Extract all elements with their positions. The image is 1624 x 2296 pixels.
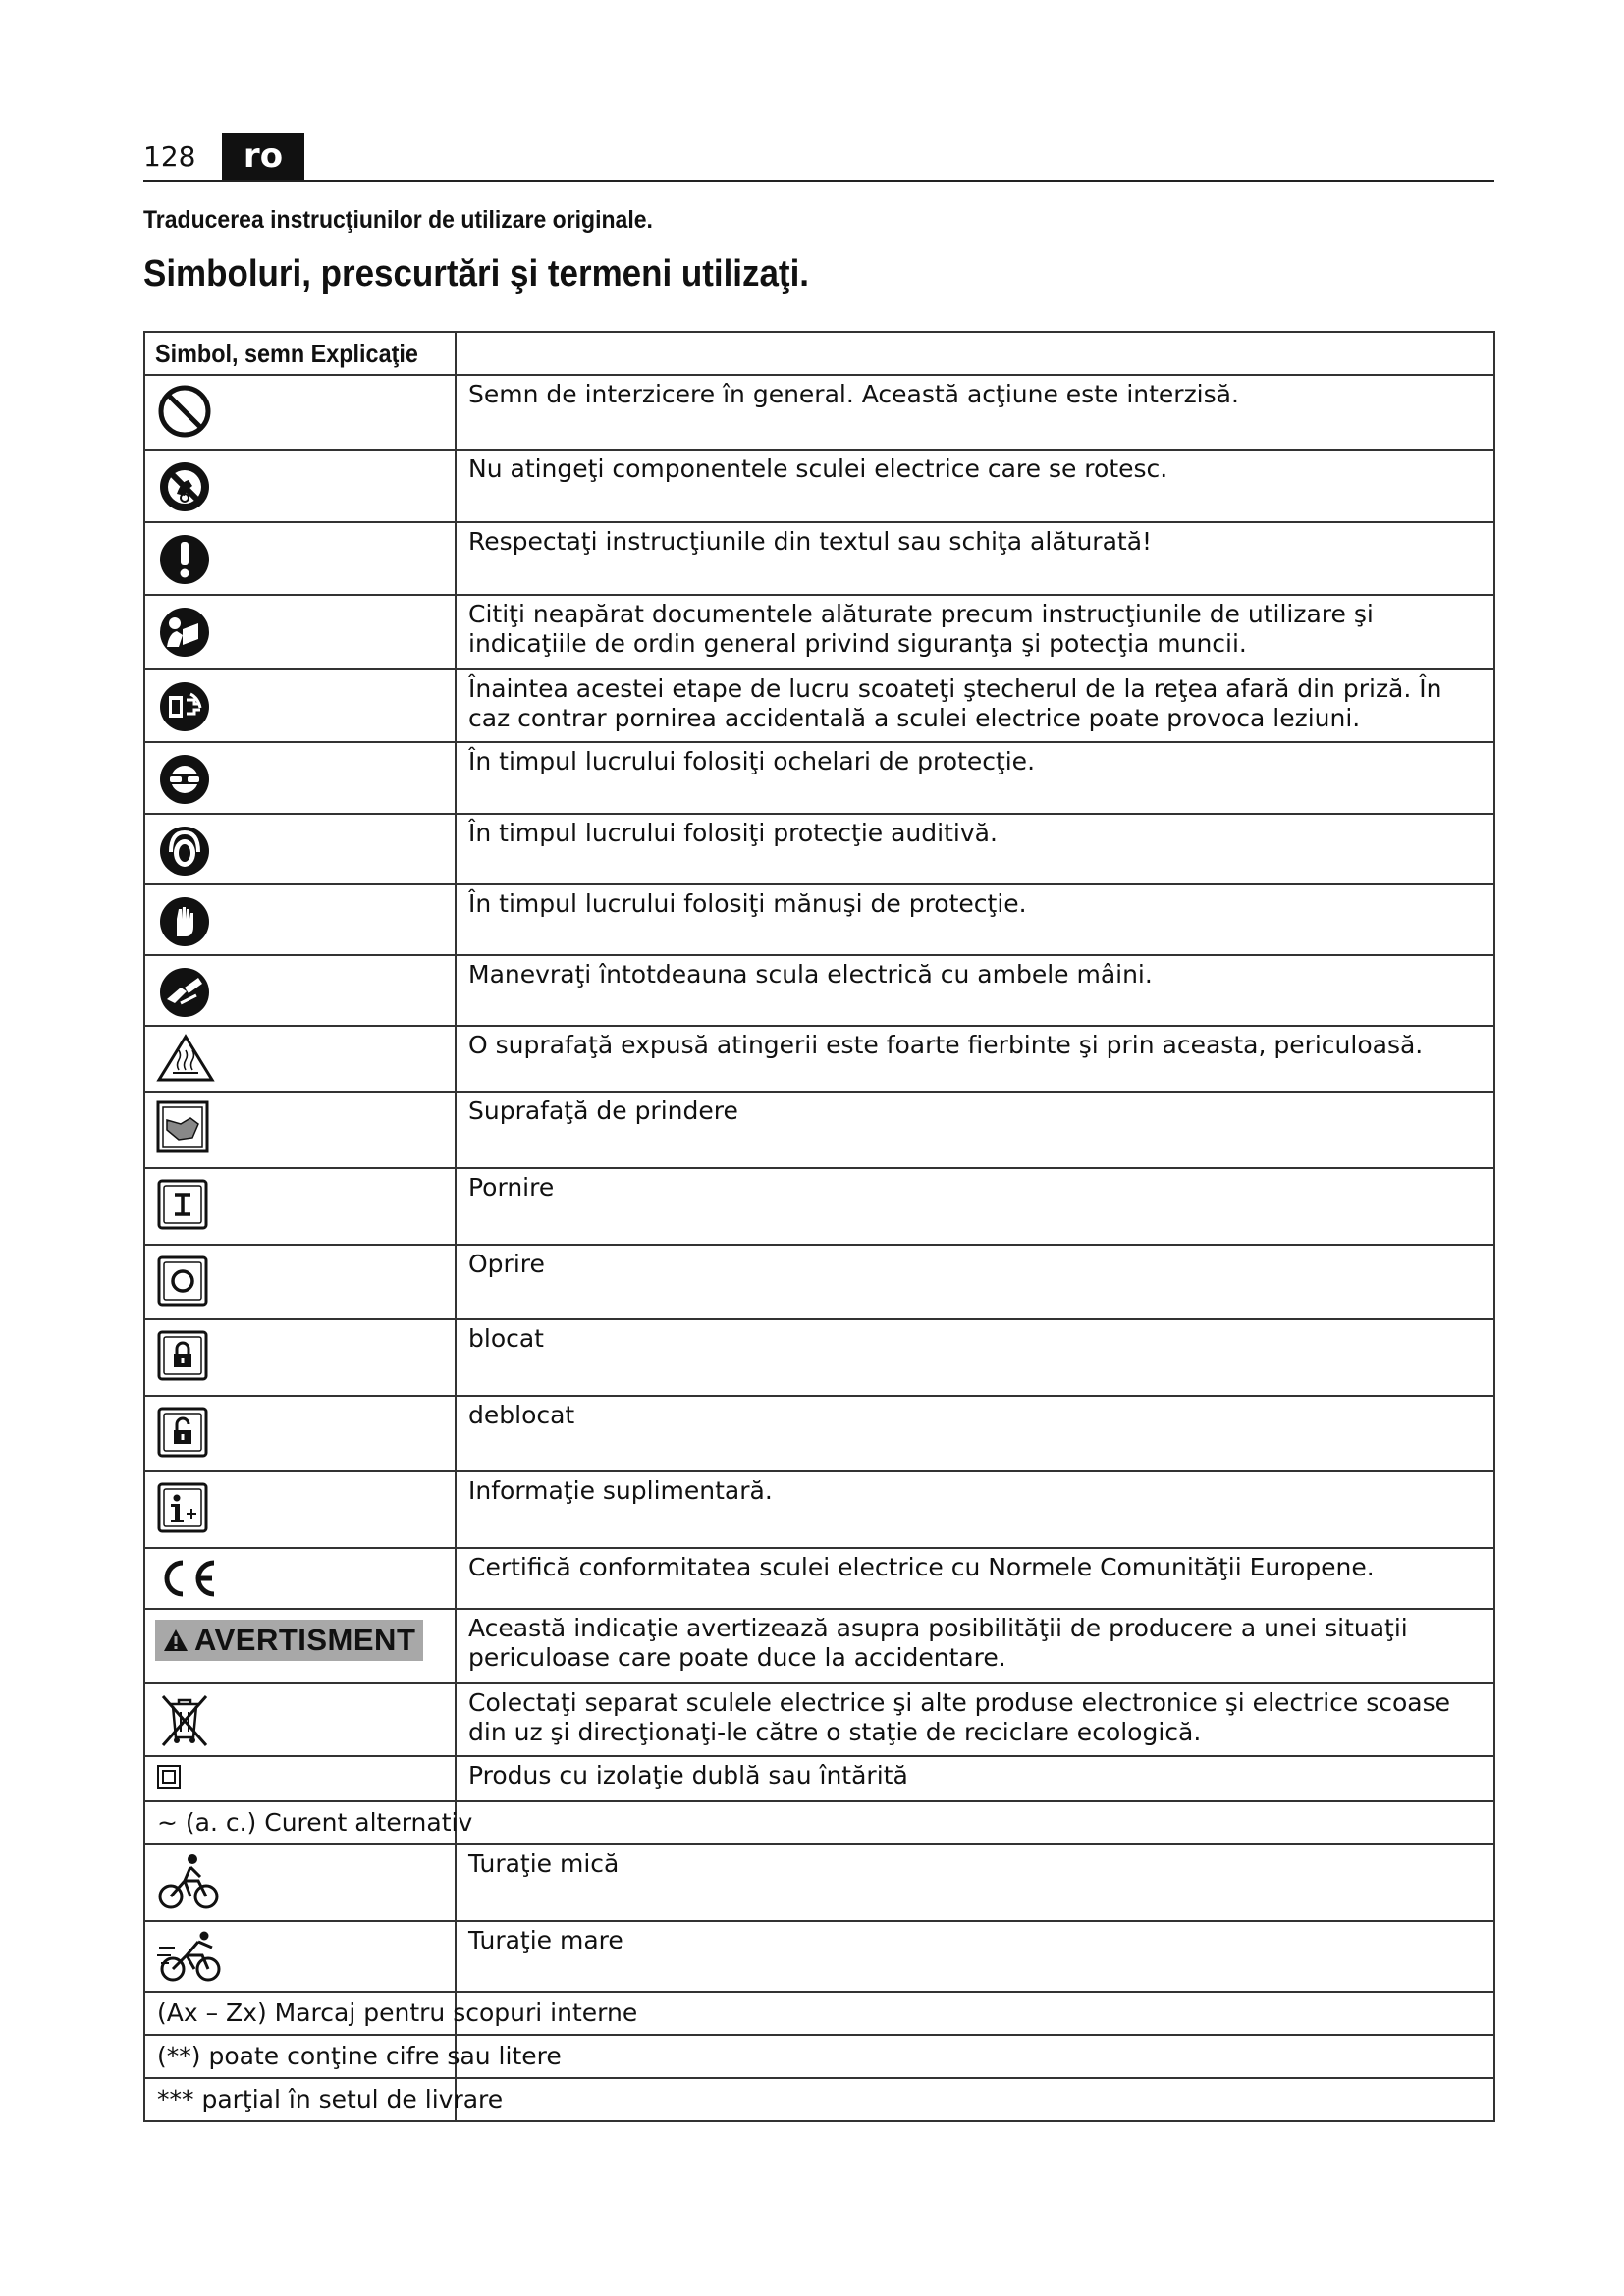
table-row <box>144 1026 1494 1092</box>
table-row <box>144 1245 1494 1319</box>
document-subtitle: Traducerea instrucţiunilor de utilizare originale. <box>143 206 653 234</box>
table-row <box>144 1844 1494 1921</box>
table-row <box>144 1992 1494 2035</box>
footer-row-text: (Ax – Zx) Marcaj pentru scopuri interne <box>157 1999 638 2027</box>
row-text: În timpul lucrului folosiţi ochelari de protecţie. <box>456 742 1494 814</box>
row-text: Turaţie mică <box>456 1844 1494 1921</box>
row-text: Citiţi neapărat documentele alăturate precum instrucţiunile de utilizare şi indicaţiile de ordin general privind siguranţa şi potecţia muncii. <box>456 595 1494 669</box>
table-row <box>144 742 1494 814</box>
weee-bin-icon <box>155 1688 214 1749</box>
exclamation-icon <box>155 527 214 588</box>
row-text: Manevraţi întotdeauna scula electrică cu ambele mâini. <box>456 955 1494 1026</box>
low-speed-icon <box>155 1849 224 1914</box>
row-text: Semn de interzicere în general. Această acţiune este interzisă. <box>456 375 1494 450</box>
info-icon <box>155 1476 212 1537</box>
footer-row-text: *** parţial în setul de livrare <box>157 2085 504 2113</box>
ac-row-text: ~ (a. c.) Curent alternativ <box>157 1808 473 1837</box>
table-row <box>144 1092 1494 1168</box>
table-row <box>144 1548 1494 1609</box>
row-text: Informaţie suplimentară. <box>456 1471 1494 1548</box>
table-row <box>144 1471 1494 1548</box>
row-text: Nu atingeţi componentele sculei electrice care se rotesc. <box>456 450 1494 522</box>
table-row <box>144 1921 1494 1992</box>
table-row <box>144 1683 1494 1756</box>
table-row <box>144 1319 1494 1396</box>
safety-goggles-icon <box>155 747 214 808</box>
page-number: 128 <box>143 140 196 173</box>
locked-icon <box>155 1324 212 1385</box>
table-row <box>144 2078 1494 2121</box>
table-row <box>144 1168 1494 1245</box>
table-header-label: Simbol, semn Explicaţie <box>155 339 418 368</box>
grip-surface-icon <box>155 1096 212 1155</box>
read-manual-icon <box>155 600 214 661</box>
row-text: În timpul lucrului folosiţi protecţie auditivă. <box>456 814 1494 884</box>
hot-surface-icon <box>155 1031 216 1084</box>
row-text: Turaţie mare <box>456 1921 1494 1992</box>
double-insulation-icon <box>155 1761 185 1792</box>
table-row <box>144 1801 1494 1844</box>
unlocked-icon <box>155 1401 212 1462</box>
warning-badge-label: AVERTISMENT <box>194 1623 416 1657</box>
table-header-cell <box>144 332 456 375</box>
row-text: O suprafaţă expusă atingerii este foarte fierbinte şi prin aceasta, periculoasă. <box>456 1026 1494 1092</box>
header-divider <box>143 180 1494 182</box>
table-row <box>144 1609 1494 1683</box>
no-touch-rotating-icon <box>155 454 214 515</box>
row-text: Colectaţi separat sculele electrice şi alte produse electronice şi electrice scoase din uz şi direcţionaţi-le către o staţie de reciclare ecologică. <box>456 1683 1494 1756</box>
ear-protection-icon <box>155 819 214 880</box>
footer-row-text: (**) poate conţine cifre sau litere <box>157 2042 562 2070</box>
power-on-icon <box>155 1173 212 1234</box>
row-text: Oprire <box>456 1245 1494 1319</box>
row-text: deblocat <box>456 1396 1494 1471</box>
row-text: Certifică conformitatea sculei electrice cu Normele Comunităţii Europene. <box>456 1548 1494 1609</box>
symbols-table <box>143 331 1495 2122</box>
table-row <box>144 1756 1494 1801</box>
row-text: În timpul lucrului folosiţi mănuşi de protecţie. <box>456 884 1494 955</box>
table-header-row <box>144 332 1494 375</box>
table-row <box>144 2035 1494 2078</box>
high-speed-icon <box>155 1926 228 1987</box>
two-hands-icon <box>155 960 214 1021</box>
table-row <box>144 595 1494 669</box>
warning-triangle-icon <box>163 1629 189 1652</box>
row-text: blocat <box>456 1319 1494 1396</box>
table-row <box>144 450 1494 522</box>
prohibition-icon <box>155 380 214 439</box>
table-row <box>144 522 1494 595</box>
row-text: Înaintea acestei etape de lucru scoateţi ştecherul de la reţea afară din priză. În caz contrar pornirea accidentală a sculei electrice poate provoca leziuni. <box>456 669 1494 742</box>
table-row <box>144 955 1494 1026</box>
table-row <box>144 375 1494 450</box>
row-text: Produs cu izolaţie dublă sau întărită <box>456 1756 1494 1801</box>
language-badge: ro <box>222 133 304 180</box>
row-text: Respectaţi instrucţiunile din textul sau schiţa alăturată! <box>456 522 1494 595</box>
unplug-icon <box>155 674 214 735</box>
table-row <box>144 814 1494 884</box>
page-title: Simboluri, prescurtări şi termeni utilizaţi. <box>143 253 810 294</box>
table-row <box>144 669 1494 742</box>
row-text: Pornire <box>456 1168 1494 1245</box>
warning-badge <box>155 1620 423 1661</box>
table-row <box>144 1396 1494 1471</box>
table-row <box>144 884 1494 955</box>
row-text: Suprafaţă de prindere <box>456 1092 1494 1168</box>
gloves-icon <box>155 889 214 950</box>
row-text: Această indicaţie avertizează asupra posibilităţii de producere a unei situaţii periculoase care poate duce la accidentare. <box>456 1609 1494 1683</box>
power-off-icon <box>155 1250 212 1310</box>
ce-mark-icon <box>155 1553 224 1602</box>
